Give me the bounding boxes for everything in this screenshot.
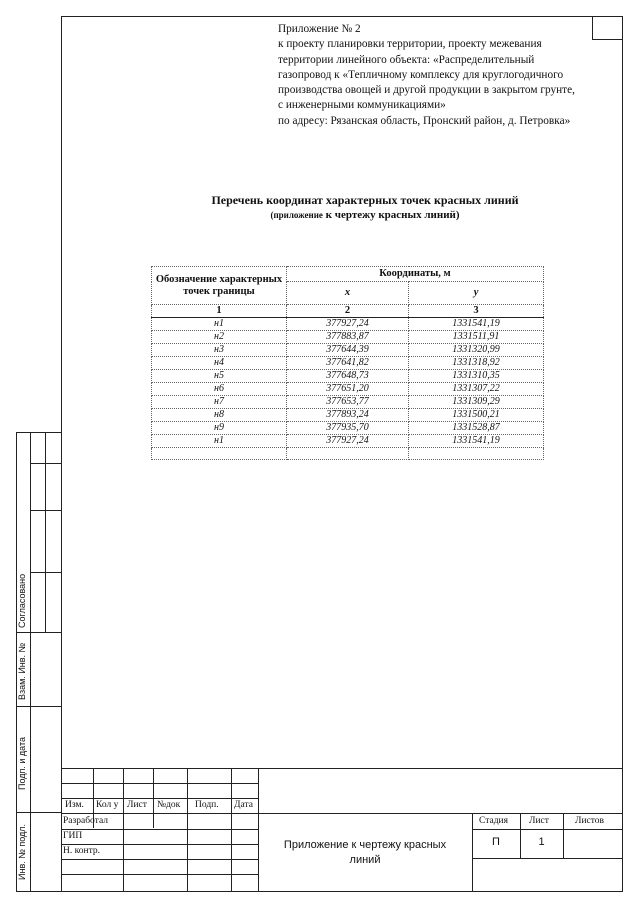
col-num: 1 <box>152 305 287 318</box>
stamp-line <box>472 858 623 859</box>
stamp-top-line <box>61 768 623 769</box>
x-cell: 377883,87 <box>287 331 409 344</box>
side-divider <box>30 432 31 892</box>
y-cell: 1331309,29 <box>409 396 544 409</box>
label-stadiya: Стадия <box>479 816 508 826</box>
side-hline <box>16 706 61 707</box>
side-hline <box>30 510 61 511</box>
col-ndok: №док <box>157 800 181 810</box>
y-cell: 1331310,35 <box>409 370 544 383</box>
col-kol: Кол у <box>96 800 119 810</box>
table-row <box>152 409 544 422</box>
point-cell: н1 <box>152 318 287 331</box>
subtitle-rest: к чертежу красных линий) <box>322 209 460 221</box>
point-cell: н3 <box>152 344 287 357</box>
stamp-col <box>231 768 232 892</box>
stamp-col <box>472 813 473 892</box>
stamp-header-line <box>61 813 623 814</box>
x-cell: 377644,39 <box>287 344 409 357</box>
coordinates-table <box>151 266 544 460</box>
table-row <box>152 422 544 435</box>
table-row-empty <box>152 448 544 460</box>
x-cell: 377927,24 <box>287 318 409 331</box>
side-hline <box>16 632 61 633</box>
label-vzam-inv: Взам. Инв. № <box>17 642 27 700</box>
header-point: Обозначение характерных точек границы <box>152 267 287 305</box>
header-line: газопровод к «Тепличному комплексу для круглогодичного <box>278 68 564 81</box>
point-cell: н4 <box>152 357 287 370</box>
document-title: Перечень координат характерных точек красных линий <box>211 193 519 207</box>
header-line: с инженерными коммуникациями» <box>278 99 446 112</box>
y-cell: 1331541,19 <box>409 318 544 331</box>
stamp-line <box>61 829 258 830</box>
y-cell: 1331511,91 <box>409 331 544 344</box>
subtitle-prefix: (приложение <box>270 210 323 220</box>
table-row <box>152 331 544 344</box>
stamp-col <box>153 768 154 828</box>
label-listov: Листов <box>575 816 605 826</box>
side-hline <box>16 812 61 813</box>
stamp-line <box>61 798 258 799</box>
table-row <box>152 318 544 331</box>
x-cell: 377653,77 <box>287 396 409 409</box>
y-cell: 1331528,87 <box>409 422 544 435</box>
point-cell: н9 <box>152 422 287 435</box>
table-row <box>152 357 544 370</box>
header-line: территории линейного объекта: «Распределительный <box>278 53 535 66</box>
point-cell: н7 <box>152 396 287 409</box>
stamp-col <box>258 768 259 892</box>
col-izm: Изм. <box>65 800 84 810</box>
appendix-header <box>278 22 618 129</box>
point-cell: н8 <box>152 409 287 422</box>
header-line: производства овощей и другой продукции в закрытом грунте, <box>278 84 575 97</box>
role-razrabotal: Разработал <box>63 816 108 826</box>
point-cell: н2 <box>152 331 287 344</box>
header-coordinates: Координаты, м <box>287 267 544 282</box>
label-inv-podl: Инв. № подл. <box>17 823 27 880</box>
point-cell: н5 <box>152 370 287 383</box>
x-cell: 377651,20 <box>287 383 409 396</box>
role-gip: ГИП <box>63 831 83 841</box>
side-divider <box>45 432 46 632</box>
y-cell: 1331320,99 <box>409 344 544 357</box>
stamp-line <box>61 844 258 845</box>
table-row <box>152 396 544 409</box>
y-cell: 1331541,19 <box>409 435 544 448</box>
document-subtitle <box>100 209 630 221</box>
table-row <box>152 435 544 448</box>
header-line: к проекту планировки территории, проекту межевания <box>278 38 542 51</box>
col-list: Лист <box>127 800 147 810</box>
x-cell: 377893,24 <box>287 409 409 422</box>
header-line: по адресу: Рязанская область, Пронский район, д. Петровка» <box>278 114 571 127</box>
y-cell: 1331307,22 <box>409 383 544 396</box>
header-x: x <box>287 282 409 305</box>
stamp-document-title: Приложение к чертежу красных линий <box>283 839 447 866</box>
y-cell: 1331500,21 <box>409 409 544 422</box>
table-row <box>152 370 544 383</box>
col-num: 3 <box>409 305 544 318</box>
side-hline <box>30 463 61 464</box>
x-cell: 377648,73 <box>287 370 409 383</box>
point-cell: н1 <box>152 435 287 448</box>
stamp-col <box>123 768 124 892</box>
col-podp: Подп. <box>195 800 219 810</box>
sheet-value: 1 <box>538 836 545 848</box>
stamp-line <box>61 783 258 784</box>
header-y: y <box>409 282 544 305</box>
y-cell: 1331318,92 <box>409 357 544 370</box>
header-line: Приложение № 2 <box>278 23 361 35</box>
table-row <box>152 383 544 396</box>
label-soglasovano: Согласовано <box>17 573 27 628</box>
stage-value: П <box>492 836 500 848</box>
x-cell: 377641,82 <box>287 357 409 370</box>
x-cell: 377927,24 <box>287 435 409 448</box>
table-row <box>152 344 544 357</box>
point-cell: н6 <box>152 383 287 396</box>
col-num: 2 <box>287 305 409 318</box>
stamp-line <box>472 829 623 830</box>
label-list: Лист <box>529 816 549 826</box>
stamp-line <box>61 874 258 875</box>
label-podp-data: Подп. и дата <box>17 736 27 790</box>
role-nkontr: Н. контр. <box>63 846 100 856</box>
side-hline <box>30 572 61 573</box>
stamp-line <box>61 859 258 860</box>
col-data: Дата <box>234 800 253 810</box>
stamp-col <box>187 768 188 892</box>
x-cell: 377935,70 <box>287 422 409 435</box>
stamp-col <box>563 813 564 858</box>
